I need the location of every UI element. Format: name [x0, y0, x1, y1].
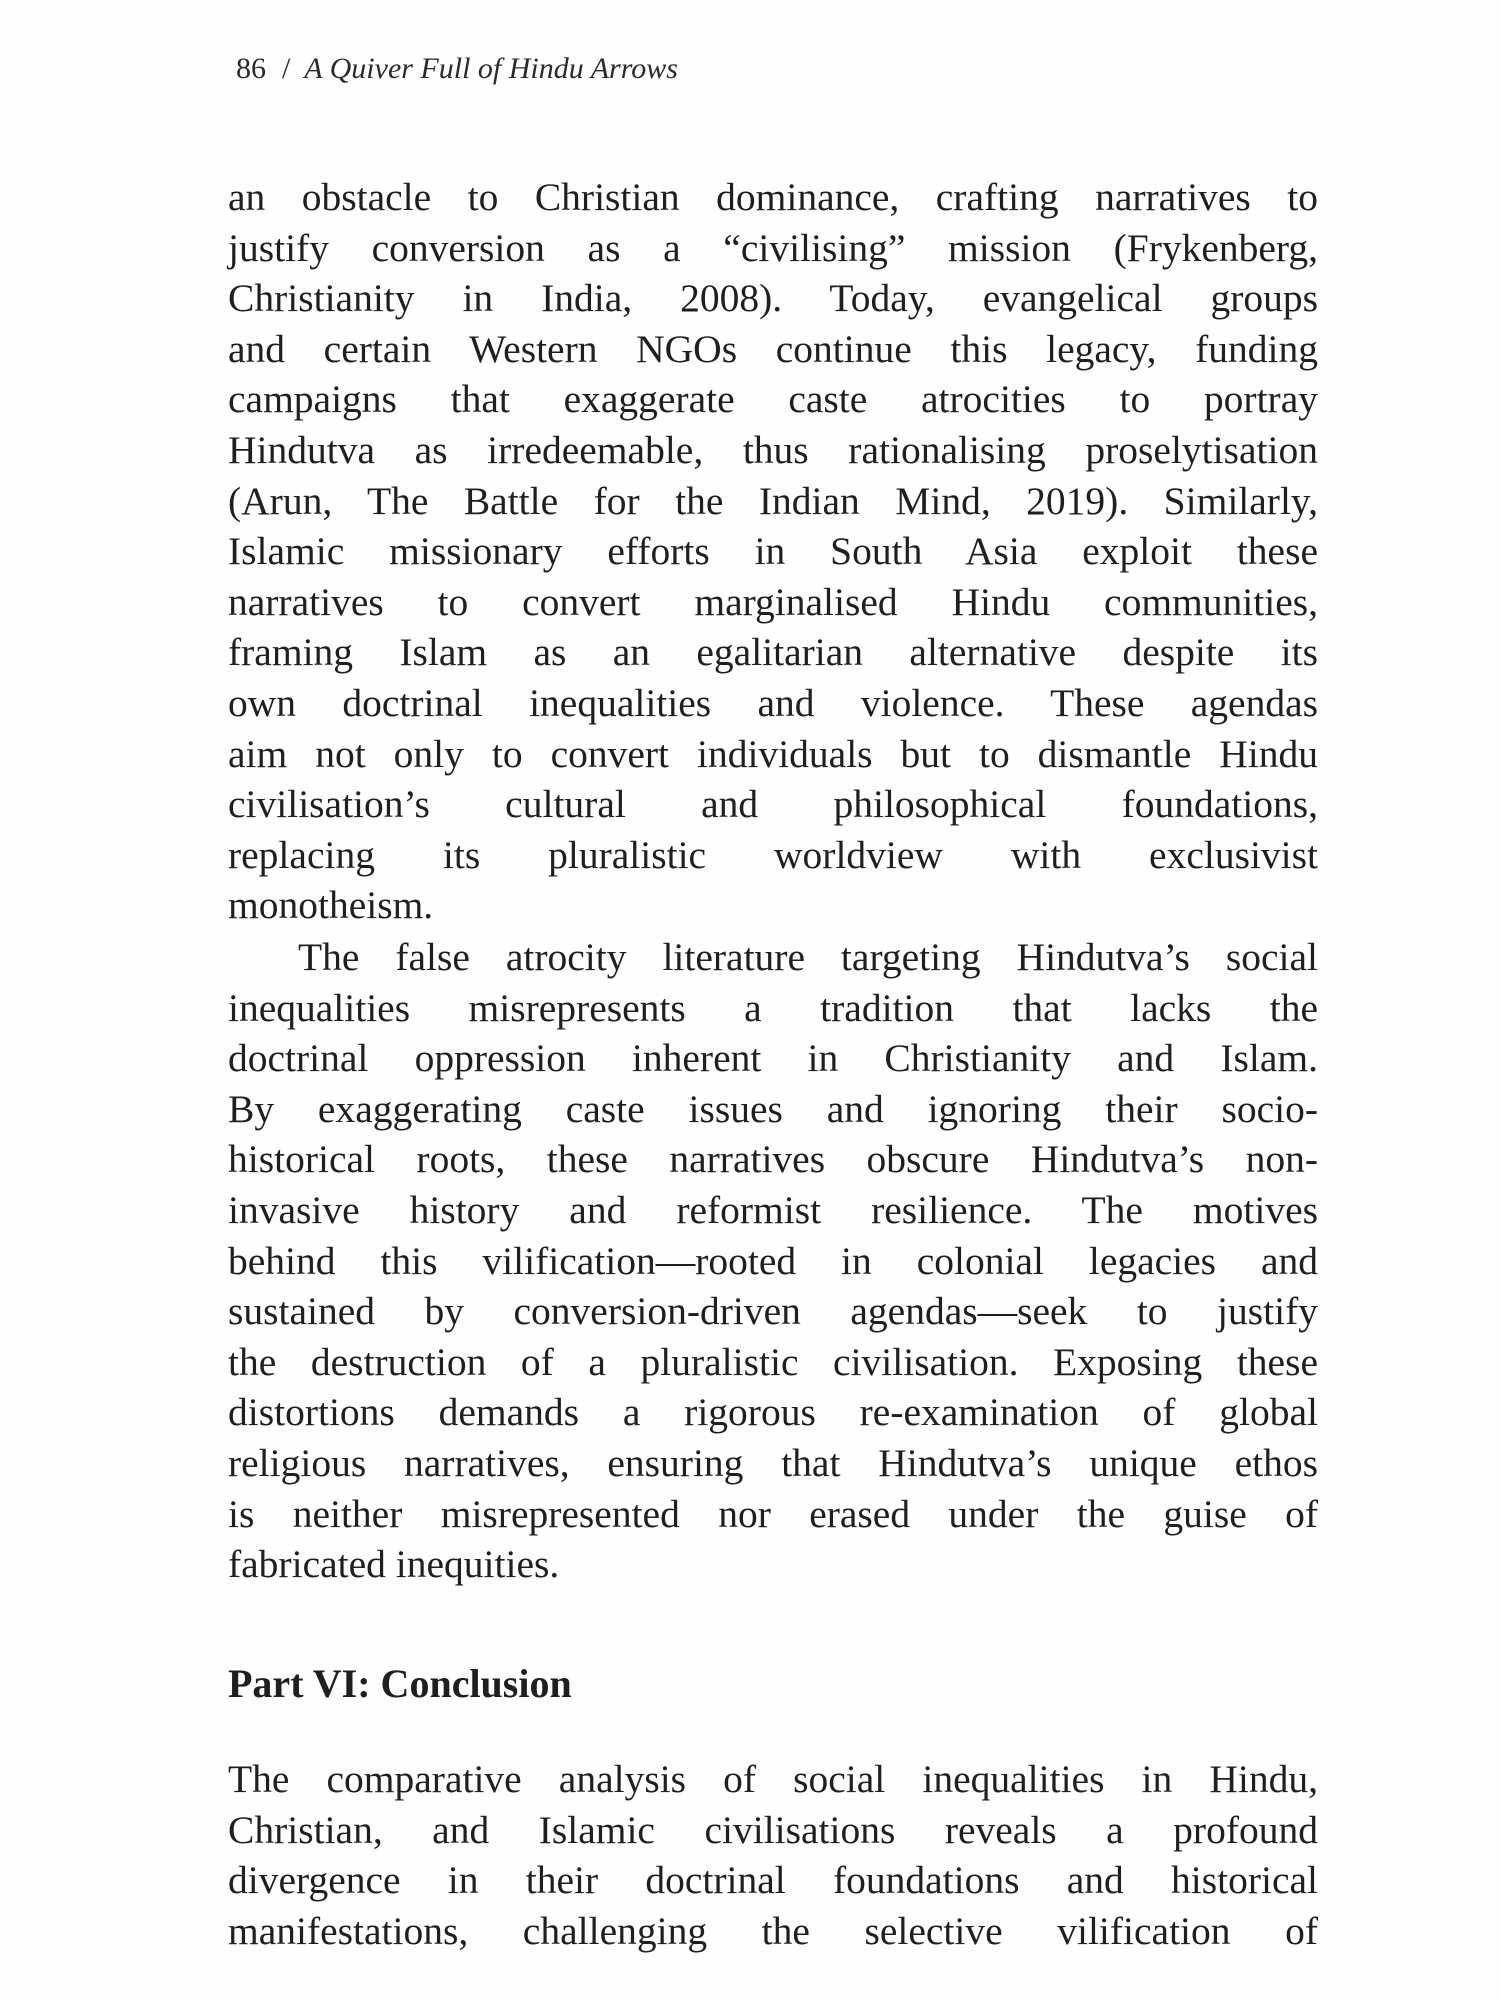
running-head-separator: /: [282, 52, 291, 85]
text-line: Christian, and Islamic civilisations reveals a profound: [228, 1807, 1318, 1852]
text-line: The false atrocity literature targeting Hindutva’s social: [298, 935, 1318, 979]
text-line: Islamic missionary efforts in South Asia exploit these: [228, 529, 1318, 574]
text-line: narratives to convert marginalised Hindu communities,: [228, 579, 1318, 624]
paragraph-continuation: [228, 172, 1318, 931]
text-line: civilisation’s cultural and philosophical foundations,: [228, 782, 1318, 827]
text-line: divergence in their doctrinal foundations and historical: [228, 1858, 1318, 1903]
body-paragraph: [228, 1754, 1318, 1956]
paragraph-conclusion: [228, 1754, 1318, 1956]
text-line: framing Islam as an egalitarian alternative despite its: [228, 630, 1318, 675]
text-line: own doctrinal inequalities and violence. These agendas: [228, 680, 1318, 725]
text-line: replacing its pluralistic worldview with exclusivist: [228, 832, 1318, 877]
text-line: Christianity in India, 2008). Today, evangelical groups: [228, 276, 1318, 321]
text-line: distortions demands a rigorous re-examination of global: [228, 1390, 1318, 1435]
text-line: sustained by conversion-driven agendas—seek to justify: [228, 1289, 1318, 1334]
text-line: campaigns that exaggerate caste atrocities to portray: [228, 377, 1318, 422]
text-line: By exaggerating caste issues and ignoring their socio-: [228, 1086, 1318, 1131]
paragraph-atrocity-literature: [228, 932, 1318, 1590]
text-line: fabricated inequities.: [228, 1542, 560, 1587]
text-line: aim not only to convert individuals but to dismantle Hindu: [228, 731, 1318, 776]
text-line: and certain Western NGOs continue this legacy, funding: [228, 326, 1318, 371]
text-line: justify conversion as a “civilising” mission (Frykenberg,: [228, 225, 1318, 270]
text-line: historical roots, these narratives obscure Hindutva’s non-: [228, 1137, 1318, 1182]
text-line: (Arun, The Battle for the Indian Mind, 2019). Similarly,: [228, 478, 1318, 523]
body-paragraph: [228, 932, 1318, 1590]
running-head: [236, 52, 678, 86]
body-paragraph: [228, 172, 1318, 931]
text-line: is neither misrepresented nor erased under the guise of: [228, 1491, 1318, 1536]
text-line: religious narratives, ensuring that Hindutva’s unique ethos: [228, 1440, 1318, 1485]
text-line: behind this vilification—rooted in colonial legacies and: [228, 1238, 1318, 1283]
text-line: manifestations, challenging the selective vilification of: [228, 1908, 1318, 1953]
text-line: invasive history and reformist resilience. The motives: [228, 1187, 1318, 1232]
text-line: the destruction of a pluralistic civilisation. Exposing these: [228, 1339, 1318, 1384]
text-line: an obstacle to Christian dominance, crafting narratives to: [228, 175, 1318, 219]
text-line: Hindutva as irredeemable, thus rationalising proselytisation: [228, 427, 1318, 472]
text-line: inequalities misrepresents a tradition that lacks the: [228, 985, 1318, 1030]
text-line: doctrinal oppression inherent in Christianity and Islam.: [228, 1036, 1318, 1081]
book-title: A Quiver Full of Hindu Arrows: [304, 52, 678, 85]
page-number: 86: [236, 52, 266, 85]
text-line: The comparative analysis of social inequalities in Hindu,: [228, 1757, 1318, 1801]
text-line: monotheism.: [228, 883, 434, 928]
section-heading: Part VI: Conclusion: [228, 1661, 572, 1706]
